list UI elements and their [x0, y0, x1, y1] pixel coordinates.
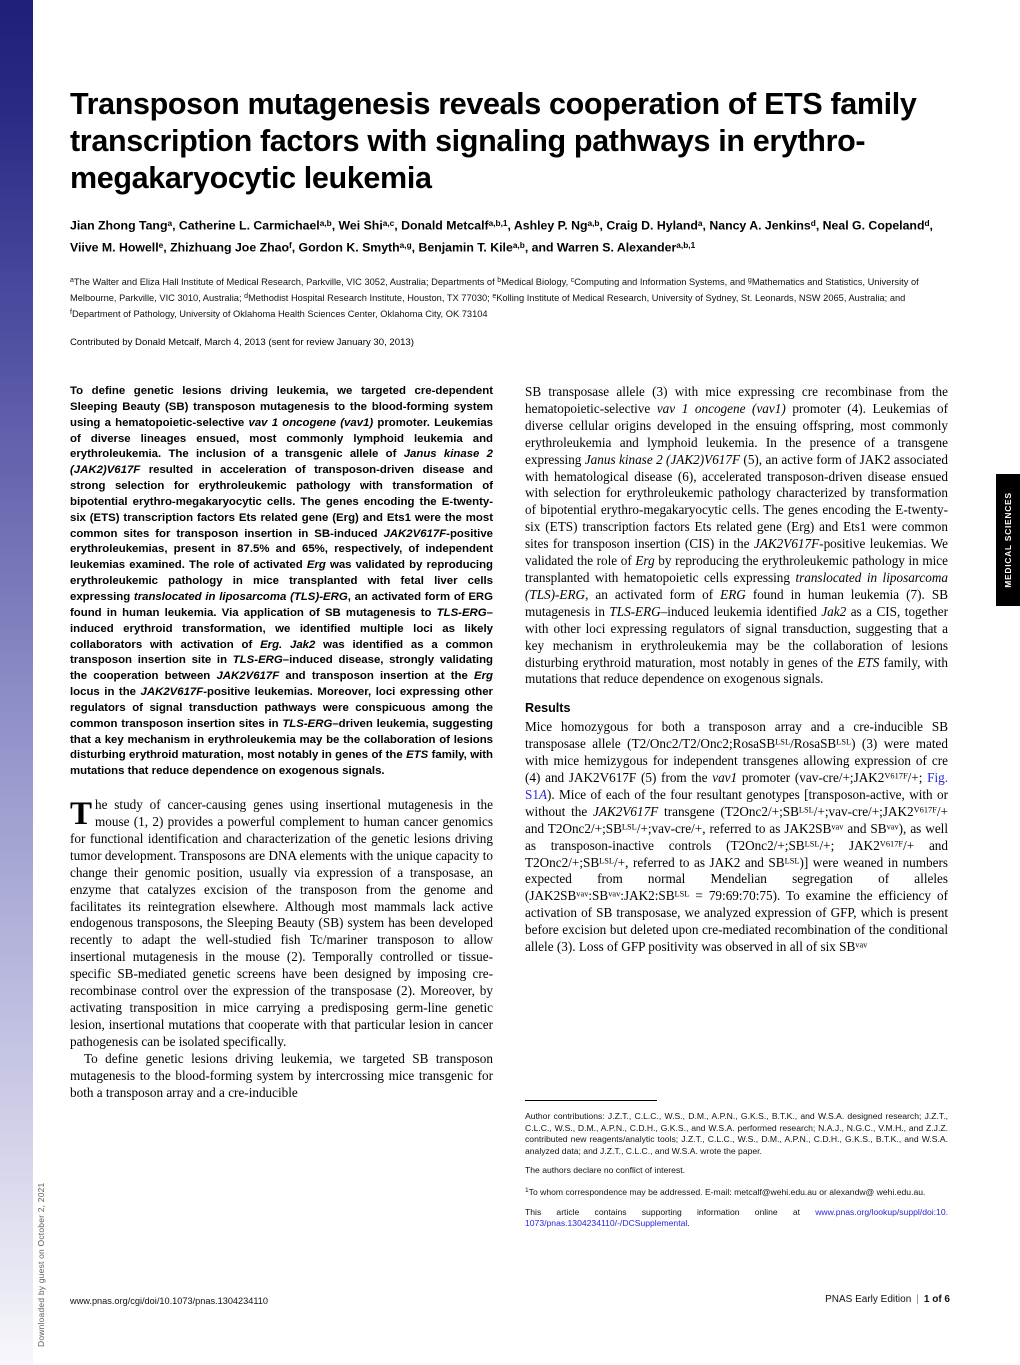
right-column [525, 384, 948, 956]
footer-page-info [825, 1294, 950, 1305]
introduction-text: he study of cancer-causing genes using insertional mutagenesis in the mouse (1, 2) provides a powerful complement to human cancer genomics for functional identification and characterization of the genetic lesions driving tumor development. Transposons are DNA elements with the unique capacity to change their genomic position, usually via expression of a transposase, an enzyme that catalyzes excision of the transposon from the genome and facilitates its reintegration elsewhere. Although most mammals lack active endogenous transposons, the Sleeping Beauty (SB) system has been developed recently to adapt the well-studied fish Tc/mariner transposon to allow insertional mutagenesis in the mouse (2). Temporally controlled or tissue-specific SB-mediated genetic screens have been designed by imposing cre-recombinase control over the expression of the transposase (2). Moreover, by activating transposition in mice carrying a predisposing germ-line genetic lesion, insertional mutations that cooperate with that particular lesion in cancer pathogenesis can be isolated specifically. [70, 797, 493, 1049]
right-paragraph-1: SB transposase allele (3) with mice expressing cre recombinase from the hematopoietic-selective vav 1 oncogene (vav1) promoter (4). Leukemias of diverse cellular origins developed in the ensuing offspring, most commonly erythroleukemia and lymphoid leukemia. In the presence of a transgene expressing Janus kinase 2 (JAK2)V617F (5), an active form of JAK2 associated with hematological disease (6), accelerated transposon-driven disease ensued with selection for erythroleukemic pathology characterized by transformation of bipotential erythro-megakaryocytic cells. The genes encoding the E-twenty-six (ETS) transcription factors Ets related gene (Erg) and Ets1 were common sites for transposon insertion (CIS) in the JAK2V617F-positive leukemias. We validated the role of Erg by reproducing the erythroleukemic pathology in mice transplanted with hematopoietic cells expressing translocated in liposarcoma (TLS)-ERG, an activated form of ERG found in human leukemia (7). SB mutagenesis in TLS-ERG–induced leukemia identified Jak2 as a CIS, together with other loci expressing regulators of signal transduction, suggesting that a key mechanism in erythroleukemia may be the collaboration of lesions disturbing erythroid maturation, most notably in genes of the ETS family, with mutations that reduce dependence on exogenous signals. [525, 384, 949, 687]
left-column [70, 384, 493, 1101]
downloaded-by-stamp: Downloaded by guest on October 2, 2021 [36, 1182, 46, 1347]
contributed-line: Contributed by Donald Metcalf, March 4, 2013 (sent for review January 30, 2013) [70, 336, 414, 348]
footnote-divider [525, 1100, 657, 1101]
footer-edition: PNAS Early Edition [825, 1294, 912, 1305]
author-contributions: Author contributions: J.Z.T., C.L.C., W.S., D.M., A.P.N., G.K.S., B.T.K., and W.S.A. designed research; J.Z.T., C.L.C., W.S., D.M., A.P.N., C.D.H., G.K.S., and W.S.A. performed research; N.A.J., N.G.C., V.M.H., and Z.J.Z. contributed new reagents/analytic tools; J.Z.T., C.L.C., W.S., D.M., A.P.N., C.D.H., G.K.S., B.T.K., and W.S.A. analyzed data; and J.Z.T., C.L.C., and W.S.A. wrote the paper. [525, 1111, 948, 1156]
affiliations-block: $^a$The Walter and Eliza Hall Institute of Medical Research, Parkville, VIC 3052, Australia; Departments of $^b$Medical Biology, $^c$Computing and Information Systems, and $^g$Mathematics and Statistics, University of Melbourne, Parkville, VIC 3010, Australia; $^d$Methodist Hospital Research Institute, Houston, TX 77030; $^e$Kolling Institute of Medical Research, University of Sydney, St. Leonards, NSW 2065, Australia; and $^f$Department of Pathology, University of Oklahoma Health Sciences Center, Oklahoma City, OK 73104 [70, 277, 919, 320]
results-heading: Results [525, 701, 571, 716]
medical-sciences-section-tab [996, 474, 1020, 606]
footnotes-block [525, 1100, 948, 1238]
introduction-paragraph [70, 797, 493, 1051]
left-paragraph-2: To define genetic lesions driving leukemia, we targeted SB transposon mutagenesis to the blood-forming system by intercrossing mice transgenic for both a transposon array and a cre-inducible [70, 1050, 493, 1100]
correspondence-note: $^1$To whom correspondence may be addressed. E-mail: metcalf@wehi.edu.au or alexandw@ wehi.edu.au. [525, 1186, 926, 1197]
footer-page-number: 1 of 6 [923, 1294, 950, 1305]
abstract: To define genetic lesions driving leukemia, we targeted cre-dependent Sleeping Beauty (SB) transposon mutagenesis to the blood-forming system using a hematopoietic-selective vav 1 oncogene (vav1) promoter. Leukemias of diverse lineages ensued, most commonly lymphoid leukemia and erythroleukemia. The inclusion of a transgenic allele of Janus kinase 2 (JAK2)V617F resulted in acceleration of transposon-driven disease and strong selection for erythroleukemic pathology with transformation of bipotential erythro-megakaryocytic cells. The genes encoding the E-twenty-six (ETS) transcription factors Ets related gene (Erg) and Ets1 were the most common sites for transposon insertion in SB-induced JAK2V617F-positive erythroleukemias, present in 87.5% and 65%, respectively, of independent leukemias examined. The role of activated Erg was validated by reproducing erythroleukemic pathology in mice transplanted with fetal liver cells expressing translocated in liposarcoma (TLS)-ERG, an activated form of ERG found in human leukemia. Via application of SB mutagenesis to TLS-ERG–induced erythroid transformation, we identified multiple loci as likely collaborators with activation of Erg. Jak2 was identified as a common transposon insertion site in TLS-ERG–induced disease, strongly validating the cooperation between JAK2V617F and transposon insertion at the Erg locus in the JAK2V617F-positive leukemias. Moreover, loci expressing other regulators of signal transduction pathways were conspicuous among the common transposon insertion sites in TLS-ERG–driven leukemia, suggesting that a key mechanism in erythroleukemia may be the collaboration of lesions disturbing erythroid maturation, most notably in genes of the ETS family, with mutations that reduce dependence on exogenous signals. [70, 385, 494, 778]
section-tab-label: MEDICAL SCIENCES [1003, 492, 1013, 588]
conflict-of-interest: The authors declare no conflict of interest. [525, 1165, 686, 1176]
supporting-information-note[interactable]: This article contains supporting information online at www.pnas.org/lookup/suppl/doi:10. 1073/pnas.1304234110/-/DCSupplemental. [525, 1206, 948, 1229]
article-page [70, 0, 950, 1365]
results-paragraph: Mice homozygous for both a transposon array and a cre-inducible SB transposase allele (T2/Onc2/T2/Onc2;RosaSB$^{LSL}$/RosaSB$^{LSL}$) (3) were mated with mice hemizygous for independent transgenes allowing expression of cre (4) and JAK2V617F (5) from the vav1 promoter ($vav-cre/+;JAK2^{V617F}/+$; Fig. S1A). Mice of each of the four resultant genotypes [transposon-active, with or without the JAK2V617F transgene ($T2Onc2/+;SB^{LSL}/+;vav-cre/+;JAK2^{V617F}/+$ and $T2Onc2/+;SB^{LSL}/+;vav-cre/+$, referred to as $JAK2SB^{vav}$ and $SB^{vav}$), as well as transposon-inactive controls ($T2Onc2/+;SB^{LSL}/+$; $JAK2^{V617F}/+$ and $T2Onc2/+;SB^{LSL}/+$, referred to as JAK2 and $SB^{LSL}$)] were weaned in numbers expected from normal Mendelian segregation of alleles ($JAK2SB^{vav}:SB^{vav}:JAK2:SB^{LSL}$ = 79:69:70:75). To examine the efficiency of activation of SB transposase, we analyzed expression of GFP, which is present before excision but deleted upon cre-mediated recombination of the conditional allele (3). Loss of GFP positivity was observed in all of six $SB^{vav}$ [525, 719, 949, 955]
footer-separator: | [916, 1294, 919, 1305]
page-title: Transposon mutagenesis reveals cooperation of ETS family transcription factors with signaling pathways in erythro-megakaryocytic leukemia [70, 87, 917, 195]
drop-cap: T [70, 796, 93, 833]
pnas-watermark-band [0, 0, 33, 1365]
footer-doi-url[interactable]: www.pnas.org/cgi/doi/10.1073/pnas.1304234110 [70, 1296, 269, 1306]
author-list: Jian Zhong Tang$^a$, Catherine L. Carmichael$^{a,b}$, Wei Shi$^{a,c}$, Donald Metcalf$^{a,b,1}$, Ashley P. Ng$^{a,b}$, Craig D. Hyland$^a$, Nancy A. Jenkins$^d$, Neal G. Copeland$^d$, Viive M. Howell$^e$, Zhizhuang Joe Zhao$^f$, Gordon K. Smyth$^{a,g}$, Benjamin T. Kile$^{a,b}$, and Warren S. Alexander$^{a,b,1}$ [70, 218, 933, 255]
